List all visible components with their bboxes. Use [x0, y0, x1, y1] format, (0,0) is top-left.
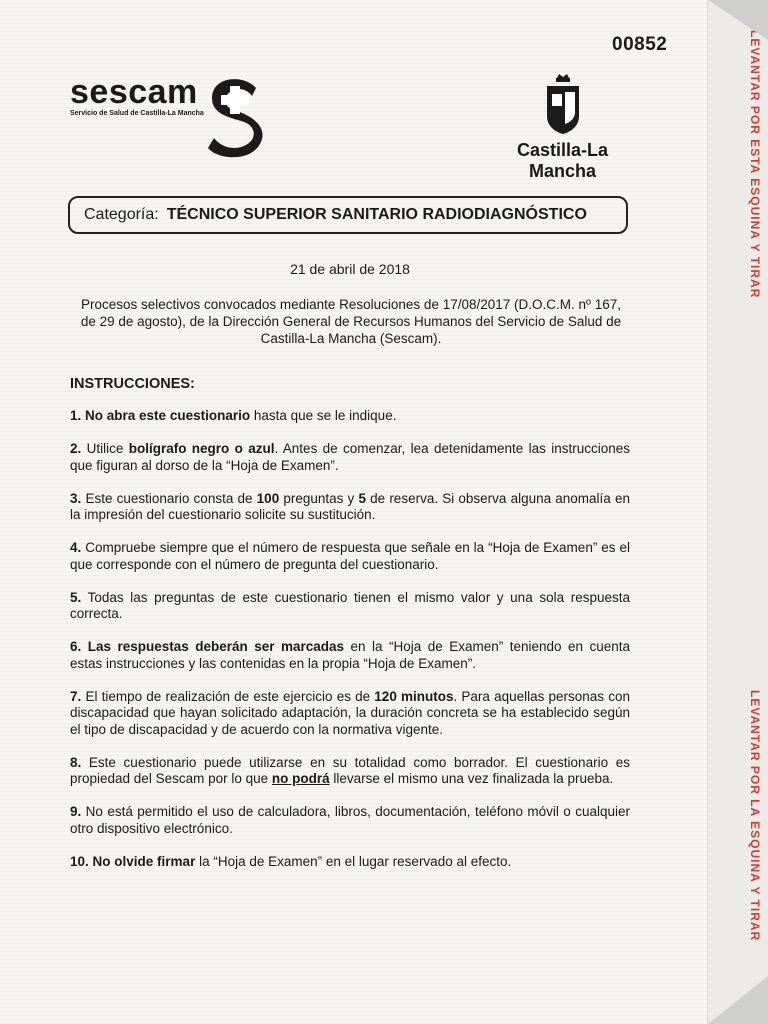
- strip-text-top: LEVANTAR POR ESTA ESQUINA Y TIRAR: [748, 30, 762, 299]
- sescam-logo: [70, 72, 204, 117]
- processes-paragraph: Procesos selectivos convocados mediante Resoluciones de 17/08/2017 (D.O.C.M. nº 167, de 29 de agosto), de la Dirección General de Recursos Humanos del Servicio de Salud de Castilla-La Mancha (Sescam).: [80, 297, 622, 346]
- sescam-wordmark: sescam: [70, 73, 198, 111]
- strip-text-bottom: LEVANTAR POR LA ESQUINA Y TIRAR: [748, 690, 762, 942]
- tear-off-strip: [707, 0, 768, 1024]
- category-label: Categoría:: [84, 206, 159, 223]
- instructions-heading: INSTRUCCIONES:: [70, 376, 195, 392]
- castilla-shield-icon: [543, 72, 583, 136]
- instruction-item: 5. Todas las preguntas de este cuestionario tienen el mismo valor y una sola respuesta correcta.: [70, 589, 630, 621]
- instruction-item: 3. Este cuestionario consta de 100 preguntas y 5 de reserva. Si observa alguna anomalía en la impresión del cuestionario solicite su sustitución.: [70, 490, 630, 522]
- instruction-item: 6. Las respuestas deberán ser marcadas en la “Hoja de Examen” teniendo en cuenta estas instrucciones y las contenidas en la propia “Hoja de Examen”.: [70, 639, 630, 671]
- castilla-la-mancha-logo: [490, 72, 635, 182]
- category-box: [68, 196, 628, 234]
- exam-date: 21 de abril de 2018: [290, 261, 410, 277]
- fold-corner-bottom: [708, 976, 768, 1024]
- document-number: 00852: [612, 34, 668, 55]
- category-value: TÉCNICO SUPERIOR SANITARIO RADIODIAGNÓSTICO: [166, 206, 587, 223]
- instruction-item: 8. Este cuestionario puede utilizarse en su totalidad como borrador. El cuestionario es propiedad del Sescam por lo que no podrá llevarse el mismo una vez finalizada la prueba.: [70, 754, 630, 786]
- castilla-la-mancha-name: Castilla-La Mancha: [516, 140, 609, 181]
- instruction-item: 4. Compruebe siempre que el número de respuesta que señale en la “Hoja de Examen” es el que corresponde con el número de pregunta del cuestionario.: [70, 540, 630, 572]
- fold-corner-top: [708, 0, 768, 40]
- sescam-subtitle: Servicio de Salud de Castilla-La Mancha: [70, 110, 204, 117]
- sescam-s-cross-icon: [204, 76, 268, 158]
- instruction-item: 2. Utilice bolígrafo negro o azul. Antes de comenzar, lea detenidamente las instrucciones que figuran al dorso de la “Hoja de Examen”.: [70, 441, 630, 473]
- instruction-item: 9. No está permitido el uso de calculadora, libros, documentación, teléfono móvil o cualquier otro dispositivo electrónico.: [70, 804, 630, 836]
- instruction-item: 7. El tiempo de realización de este ejercicio es de 120 minutos. Para aquellas personas con discapacidad que hayan solicitado adaptación, la duración concreta se ha establecido según el tipo de discapacidad y de acuerdo con la normativa vigente.: [70, 688, 630, 737]
- instruction-item: 1. No abra este cuestionario hasta que se le indique.: [70, 408, 397, 423]
- instructions-list: [70, 408, 630, 887]
- instruction-item: 10. No olvide firmar la “Hoja de Examen” en el lugar reservado al efecto.: [70, 853, 512, 869]
